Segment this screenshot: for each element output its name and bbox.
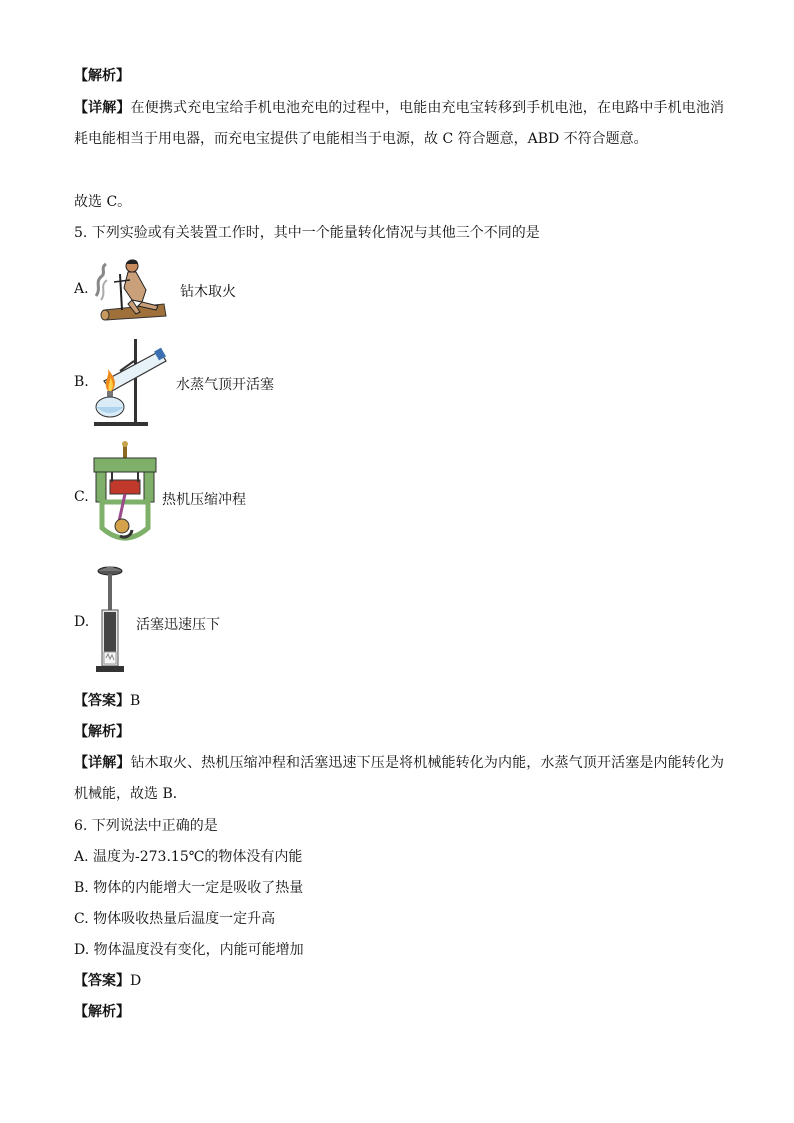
- detail-paragraph-1: [74, 93, 724, 155]
- option-d-label: 活塞迅速压下: [136, 617, 220, 633]
- detail-paragraph-2: [74, 748, 724, 810]
- engine-cylinder-icon: [92, 440, 158, 550]
- question-6-option-d: D. 物体温度没有变化，内能可能增加: [74, 942, 304, 958]
- detail-tag: 【详解】: [74, 755, 131, 771]
- analysis-heading-3: 【解析】: [74, 1004, 130, 1020]
- option-a-letter: A.: [74, 281, 89, 297]
- question-6-option-a: A. 温度为-273.15℃的物体没有内能: [74, 849, 303, 865]
- detail-tag: 【详解】: [74, 100, 131, 116]
- option-b-letter: B.: [74, 374, 89, 390]
- analysis-heading-1: 【解析】: [74, 68, 130, 84]
- fire-piston-icon: [90, 564, 132, 676]
- option-b-label: 水蒸气顶开活塞: [176, 377, 274, 393]
- man-drilling-wood-icon: [92, 254, 174, 324]
- test-tube-burner-icon: [90, 337, 172, 429]
- question-6-answer: [74, 972, 141, 990]
- analysis-heading-2: 【解析】: [74, 724, 130, 740]
- question-6-stem: 6. 下列说法中正确的是: [74, 818, 218, 834]
- question-6-option-b: B. 物体的内能增大一定是吸收了热量: [74, 880, 304, 896]
- answer-value: D: [130, 973, 142, 989]
- question-5-stem: 5. 下列实验或有关装置工作时，其中一个能量转化情况与其他三个不同的是: [74, 225, 540, 241]
- option-c-label: 热机压缩冲程: [162, 492, 246, 508]
- detail-text: 在便携式充电宝给手机电池充电的过程中，电能由充电宝转移到手机电池，在电路中手机电池消耗电能相当于用电器，而充电宝提供了电能相当于电源，故 C 符合题意，ABD 不符合题意。: [74, 100, 725, 147]
- question-5-answer: [74, 692, 140, 710]
- option-c-letter: C.: [74, 489, 89, 505]
- question-6-option-c: C. 物体吸收热量后温度一定升高: [74, 911, 276, 927]
- answer-tag: 【答案】: [74, 973, 130, 989]
- choose-line-1: 故选 C。: [74, 194, 132, 210]
- answer-tag: 【答案】: [74, 693, 130, 709]
- detail-text: 钻木取火、热机压缩冲程和活塞迅速下压是将机械能转化为内能，水蒸气顶开活塞是内能转化为机械能，故选 B．: [74, 755, 725, 802]
- option-d-letter: D.: [74, 614, 90, 630]
- answer-value: B: [130, 693, 141, 709]
- option-a-label: 钻木取火: [180, 284, 236, 300]
